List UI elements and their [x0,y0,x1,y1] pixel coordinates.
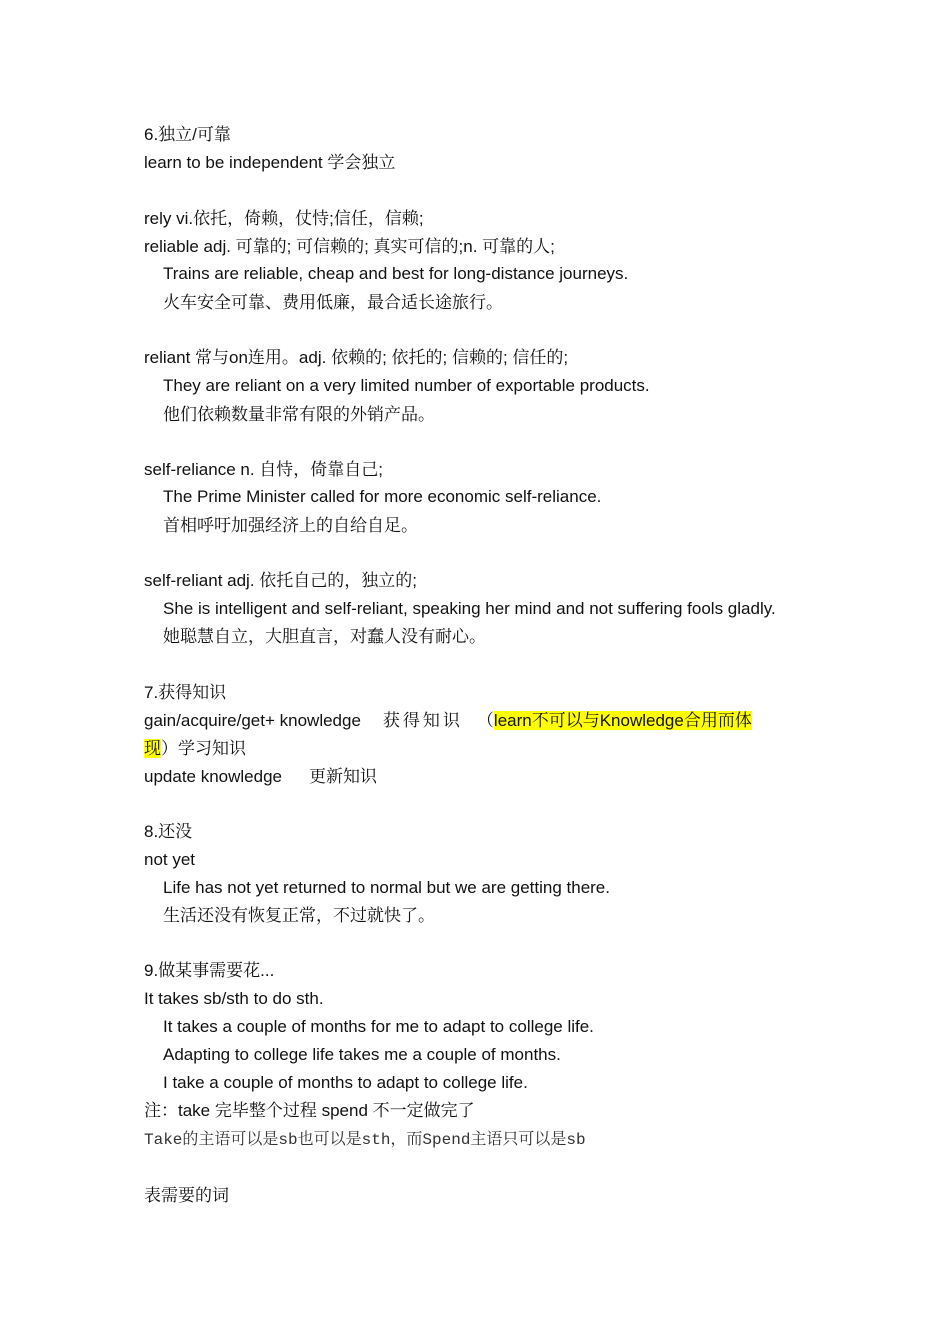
gain-knowledge-line [144,710,752,732]
example-reliant-en: They are reliant on a very limited number of exportable products. [163,376,650,395]
example-self-reliance-en: The Prime Minister called for more economic self-reliance. [163,487,602,506]
section-9-heading: 9.做某事需要花... [144,961,275,980]
entry-rely: rely vi.依托，倚赖，仗恃;信任，信赖; [144,209,424,228]
phrase-learn-independent: learn to be independent 学会独立 [144,153,396,172]
phrase-gain-knowledge: gain/acquire/get+ knowledge [144,711,361,730]
entry-self-reliance: self-reliance n. 自恃，倚靠自己; [144,460,383,479]
example-takes-3: I take a couple of months to adapt to college life. [163,1073,528,1092]
example-reliable-en: Trains are reliable, cheap and best for long-distance journeys. [163,264,629,283]
paren-open: （ [476,711,494,730]
note-take-subject: Take的主语可以是sb也可以是sth，而Spend主语只可以是sb [144,1131,586,1149]
example-reliable-zh: 火车安全可靠、费用低廉，最合适长途旅行。 [163,293,503,312]
highlighted-note: learn不可以与Knowledge合用而体 [493,711,752,730]
example-takes-2: Adapting to college life takes me a couple of months. [163,1045,561,1064]
section-7-heading: 7.获得知识 [144,683,227,702]
phrase-update-knowledge: update knowledge [144,767,283,786]
phrase-it-takes: It takes sb/sth to do sth. [144,989,324,1008]
update-knowledge-line [144,766,377,788]
update-knowledge-zh: 更新知识 [309,767,378,786]
learn-knowledge-zh: ）学习知识 [161,739,246,758]
example-takes-1: It takes a couple of months for me to adapt to college life. [163,1017,594,1036]
example-self-reliant-en: She is intelligent and self-reliant, speaking her mind and not suffering fools gladly. [163,599,776,618]
highlighted-note-cont: 现 [144,739,161,758]
note-tail: 表需要的词 [144,1186,229,1205]
phrase-not-yet: not yet [144,850,196,869]
section-8-heading: 8.还没 [144,822,193,841]
example-reliant-zh: 他们依赖数量非常有限的外销产品。 [163,405,435,424]
entry-self-reliant: self-reliant adj. 依托自己的，独立的; [144,571,417,590]
example-not-yet-zh: 生活还没有恢复正常，不过就快了。 [163,906,435,925]
example-self-reliant-zh: 她聪慧自立，大胆直言，对蠢人没有耐心。 [163,627,486,646]
entry-reliable: reliable adj. 可靠的; 可信赖的; 真实可信的;n. 可靠的人; [144,237,555,256]
example-self-reliance-zh: 首相呼吁加强经济上的自给自足。 [163,516,418,535]
example-not-yet-en: Life has not yet returned to normal but we are getting there. [163,878,610,897]
gain-knowledge-zh: 获得知识 [382,711,463,730]
section-6-heading: 6.独立/可靠 [144,125,231,144]
gain-knowledge-line-2 [144,738,246,760]
entry-reliant: reliant 常与on连用。adj. 依赖的; 依托的; 信赖的; 信任的; [144,348,569,367]
note-take-spend: 注：take 完毕整个过程 spend 不一定做完了 [144,1101,475,1120]
